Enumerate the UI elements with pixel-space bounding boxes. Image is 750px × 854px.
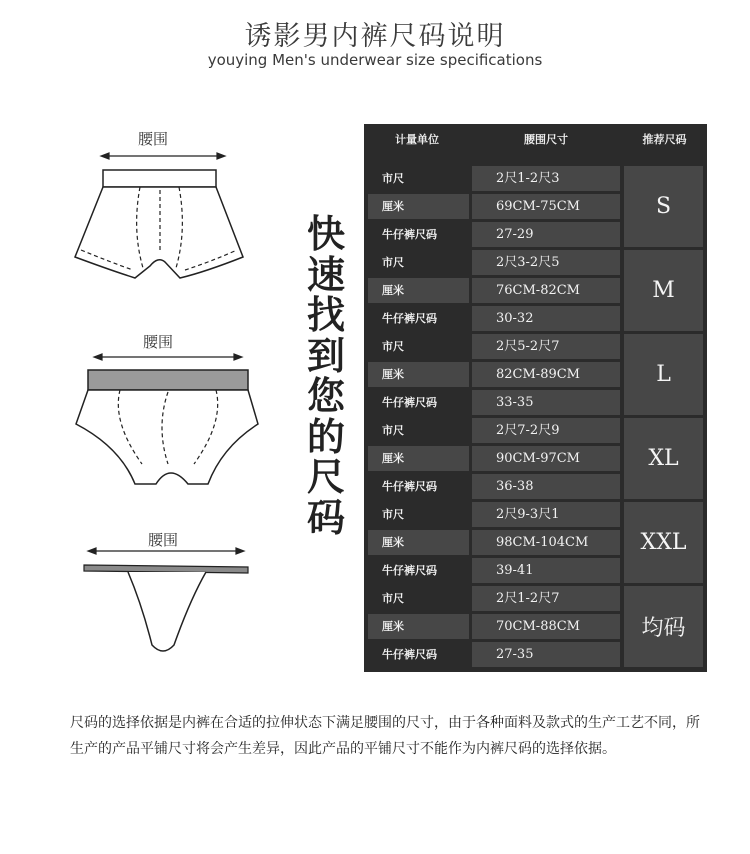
header-unit: 计量单位 <box>395 133 439 146</box>
boxer-briefs-illustration <box>95 150 255 290</box>
waist-value-cell: 27-29 <box>472 222 620 247</box>
waist-value-cell: 90CM-97CM <box>472 446 620 471</box>
unit-cell: 市尺 <box>382 508 404 521</box>
waist-value-cell: 2尺3-2尺5 <box>472 250 620 275</box>
waist-label-thong: 腰围 <box>148 531 179 549</box>
unit-cell: 厘米 <box>368 278 469 303</box>
waist-value-cell: 2尺9-3尺1 <box>472 502 620 527</box>
unit-cell: 牛仔裤尺码 <box>382 396 437 409</box>
header-waist: 腰围尺寸 <box>524 133 568 146</box>
unit-cell: 市尺 <box>382 592 404 605</box>
unit-cell: 厘米 <box>368 362 469 387</box>
size-note: 尺码的选择依据是内裤在合适的拉伸状态下满足腰围的尺寸，由于各种面料及款式的生产工艺不同，所生产的产品平铺尺寸将会产生差异，因此产品的平铺尺寸不能作为内裤尺码的选择依据。 <box>70 715 700 757</box>
thong-illustration <box>80 545 260 670</box>
unit-cell: 厘米 <box>368 446 469 471</box>
size-label: S <box>624 166 703 247</box>
waist-value-cell: 76CM-82CM <box>472 278 620 303</box>
size-table <box>364 124 707 672</box>
unit-cell: 市尺 <box>382 256 404 269</box>
waist-value-cell: 36-38 <box>472 474 620 499</box>
waist-value-cell: 82CM-89CM <box>472 362 620 387</box>
waist-value-cell: 2尺5-2尺7 <box>472 334 620 359</box>
unit-cell: 牛仔裤尺码 <box>382 648 437 661</box>
waist-value-cell: 2尺1-2尺7 <box>472 586 620 611</box>
size-label: L <box>624 334 703 415</box>
page-title: 诱影男内裤尺码说明 <box>244 21 506 52</box>
unit-cell: 牛仔裤尺码 <box>382 228 437 241</box>
unit-cell: 牛仔裤尺码 <box>382 564 437 577</box>
size-label: XL <box>624 418 703 499</box>
waist-label-brief: 腰围 <box>143 333 174 351</box>
size-label: M <box>624 250 703 331</box>
waist-value-cell: 69CM-75CM <box>472 194 620 219</box>
unit-cell: 市尺 <box>382 172 404 185</box>
waist-value-cell: 30-32 <box>472 306 620 331</box>
find-your-size-slogan: 快 速 找 到 您 的 尺 码 <box>306 211 345 540</box>
unit-cell: 市尺 <box>382 424 404 437</box>
waist-value-cell: 2尺7-2尺9 <box>472 418 620 443</box>
waist-value-cell: 98CM-104CM <box>472 530 620 555</box>
waist-value-cell: 39-41 <box>472 558 620 583</box>
waist-value-cell: 70CM-88CM <box>472 614 620 639</box>
size-label: 均码 <box>624 586 703 667</box>
unit-cell: 厘米 <box>368 530 469 555</box>
waist-value-cell: 27-35 <box>472 642 620 667</box>
unit-cell: 牛仔裤尺码 <box>382 480 437 493</box>
size-label: XXL <box>624 502 703 583</box>
unit-cell: 厘米 <box>368 614 469 639</box>
unit-cell: 厘米 <box>368 194 469 219</box>
waist-value-cell: 33-35 <box>472 390 620 415</box>
page-subtitle: youying Men's underwear size specifications <box>207 51 543 69</box>
briefs-illustration <box>70 352 270 492</box>
unit-cell: 牛仔裤尺码 <box>382 312 437 325</box>
header-recommended-size: 推荐尺码 <box>642 133 687 146</box>
unit-cell: 市尺 <box>382 340 404 353</box>
waist-label-boxer: 腰围 <box>138 130 169 148</box>
waist-value-cell: 2尺1-2尺3 <box>472 166 620 191</box>
